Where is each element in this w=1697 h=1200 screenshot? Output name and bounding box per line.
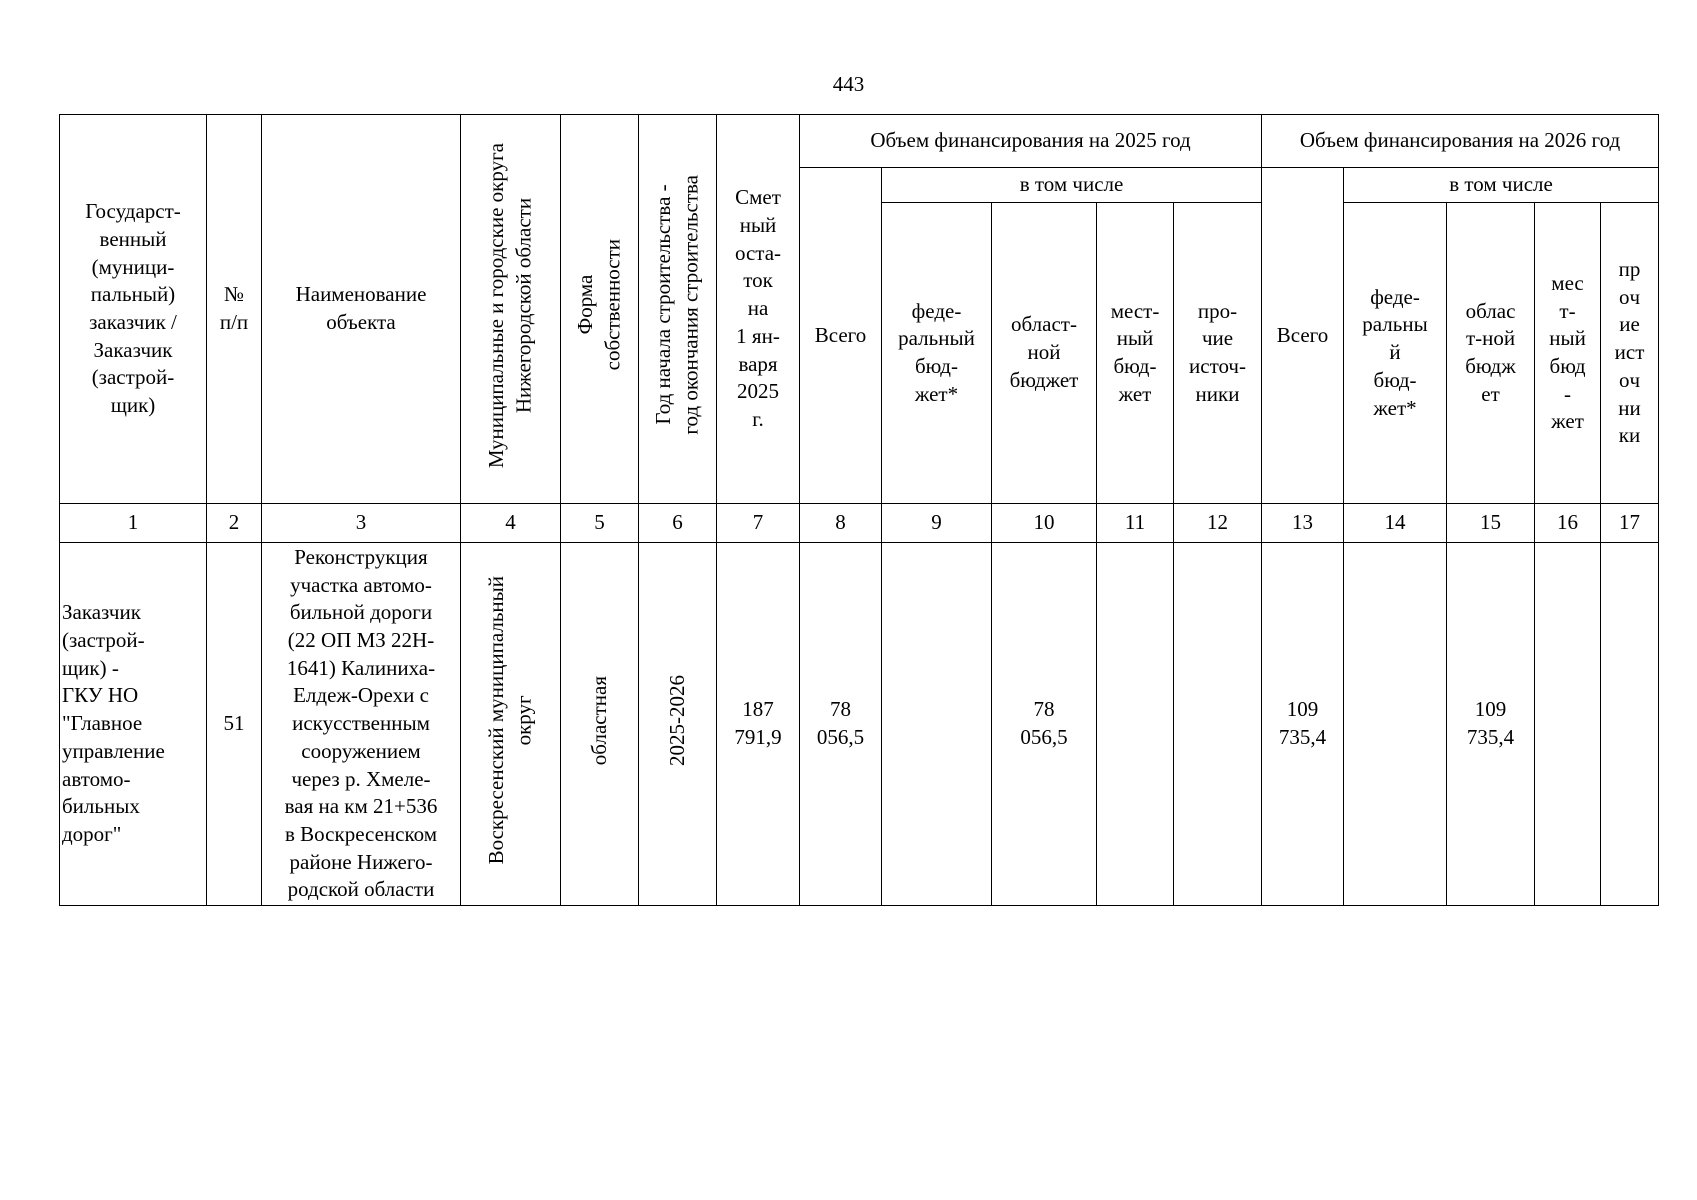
column-number: 17 <box>1601 504 1659 543</box>
cell-customer: Заказчик (застрой- щик) - ГКУ НО "Главное управление автомо- бильных дорог" <box>60 543 207 906</box>
cell-other-2026 <box>1601 543 1659 906</box>
header-years <box>639 115 717 504</box>
header-years-text: Год начала строительства - год окончания строительства <box>650 175 703 435</box>
page-number: 443 <box>832 72 865 96</box>
column-number: 13 <box>1262 504 1344 543</box>
column-number: 16 <box>1535 504 1601 543</box>
header-object-name: Наименование объекта <box>262 115 461 504</box>
header-districts <box>461 115 561 504</box>
header-regional-2026: облас т-ной бюдж ет <box>1447 203 1535 504</box>
column-number-row <box>60 504 1659 543</box>
column-number: 4 <box>461 504 561 543</box>
cell-total-2025: 78 056,5 <box>800 543 882 906</box>
header-districts-text: Муниципальные и городские округа Нижегородской области <box>483 142 536 468</box>
header-funding-2026: Объем финансирования на 2026 год <box>1262 115 1659 168</box>
header-local-2025: мест- ный бюд- жет <box>1097 203 1174 504</box>
cell-estimate: 187 791,9 <box>717 543 800 906</box>
column-number: 5 <box>561 504 639 543</box>
cell-years-text: 2025-2026 <box>664 674 689 766</box>
cell-object-name: Реконструкция участка автомо- бильной дороги (22 ОП МЗ 22Н- 1641) Калиниха- Елдеж-Орехи с искусственным сооружением через р. Хмеле- вая на км 21+536 в Воскресенском районе Нижего- родской области <box>262 543 461 906</box>
cell-years <box>639 543 717 906</box>
column-number: 6 <box>639 504 717 543</box>
cell-regional-2026: 109 735,4 <box>1447 543 1535 906</box>
header-including-2025: в том числе <box>882 168 1262 203</box>
column-number: 3 <box>262 504 461 543</box>
column-number: 1 <box>60 504 207 543</box>
header-regional-2025: област- ной бюджет <box>992 203 1097 504</box>
header-ownership <box>561 115 639 504</box>
header-other-2025: про- чие источ- ники <box>1174 203 1262 504</box>
header-estimate: Смет ный оста- ток на 1 ян- варя 2025 г. <box>717 115 800 504</box>
header-federal-2025: феде- ральный бюд- жет* <box>882 203 992 504</box>
cell-other-2025 <box>1174 543 1262 906</box>
header-including-2026: в том числе <box>1344 168 1659 203</box>
header-total-2025: Всего <box>800 168 882 504</box>
column-number: 11 <box>1097 504 1174 543</box>
cell-federal-2025 <box>882 543 992 906</box>
table-row <box>60 543 1659 906</box>
column-number: 14 <box>1344 504 1447 543</box>
column-number: 9 <box>882 504 992 543</box>
cell-regional-2025: 78 056,5 <box>992 543 1097 906</box>
column-number: 15 <box>1447 504 1535 543</box>
header-total-2026: Всего <box>1262 168 1344 504</box>
column-number: 8 <box>800 504 882 543</box>
cell-ownership <box>561 543 639 906</box>
cell-pp: 51 <box>207 543 262 906</box>
cell-district <box>461 543 561 906</box>
column-number: 7 <box>717 504 800 543</box>
cell-ownership-text: областная <box>586 675 611 765</box>
column-number: 2 <box>207 504 262 543</box>
cell-total-2026: 109 735,4 <box>1262 543 1344 906</box>
header-pp: № п/п <box>207 115 262 504</box>
cell-federal-2026 <box>1344 543 1447 906</box>
header-ownership-text: Форма собственности <box>572 239 625 371</box>
construction-funding-table <box>59 114 1659 906</box>
header-local-2026: мес т- ный бюд - жет <box>1535 203 1601 504</box>
column-number: 10 <box>992 504 1097 543</box>
header-federal-2026: феде- ральны й бюд- жет* <box>1344 203 1447 504</box>
column-number: 12 <box>1174 504 1262 543</box>
header-funding-2025: Объем финансирования на 2025 год <box>800 115 1262 168</box>
cell-local-2026 <box>1535 543 1601 906</box>
header-customer: Государст- венный (муници- пальный) заказчик / Заказчик (застрой- щик) <box>60 115 207 504</box>
header-other-2026: пр oч ие ист oч ни ки <box>1601 203 1659 504</box>
cell-local-2025 <box>1097 543 1174 906</box>
cell-district-text: Воскресенский муниципальный округ <box>483 575 536 865</box>
